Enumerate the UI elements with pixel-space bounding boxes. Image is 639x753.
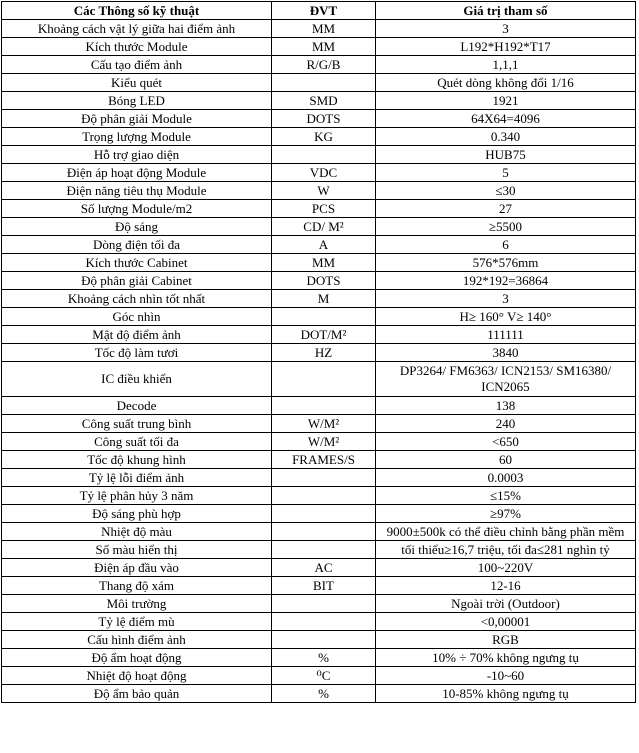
unit-cell: [272, 469, 376, 487]
unit-cell: [272, 523, 376, 541]
unit-cell: DOTS: [272, 272, 376, 290]
param-cell: Bóng LED: [2, 92, 272, 110]
param-cell: Mật độ điểm ảnh: [2, 326, 272, 344]
unit-cell: W/M²: [272, 415, 376, 433]
table-row: [2, 451, 636, 469]
value-cell: 138: [376, 397, 636, 415]
value-cell: -10~60: [376, 667, 636, 685]
value-cell: Ngoài trời (Outdoor): [376, 595, 636, 613]
param-cell: Dòng điện tối đa: [2, 236, 272, 254]
table-row: [2, 362, 636, 397]
unit-cell: FRAMES/S: [272, 451, 376, 469]
value-cell: 64X64=4096: [376, 110, 636, 128]
table-row: [2, 254, 636, 272]
unit-cell: PCS: [272, 200, 376, 218]
table-row: [2, 92, 636, 110]
param-cell: Số lượng Module/m2: [2, 200, 272, 218]
value-cell: ≥5500: [376, 218, 636, 236]
unit-cell: KG: [272, 128, 376, 146]
unit-cell: AC: [272, 559, 376, 577]
table-row: [2, 164, 636, 182]
param-cell: Nhiệt độ màu: [2, 523, 272, 541]
unit-cell: [272, 631, 376, 649]
param-cell: Kiểu quét: [2, 74, 272, 92]
table-row: [2, 667, 636, 685]
value-cell: 3840: [376, 344, 636, 362]
table-row: [2, 74, 636, 92]
table-row: [2, 146, 636, 164]
unit-cell: MM: [272, 20, 376, 38]
param-cell: Công suất trung bình: [2, 415, 272, 433]
value-cell: <0,00001: [376, 613, 636, 631]
param-cell: Kích thước Module: [2, 38, 272, 56]
value-cell: 10% ÷ 70% không ngưng tụ: [376, 649, 636, 667]
unit-cell: [272, 595, 376, 613]
unit-cell: [272, 362, 376, 397]
table-row: [2, 326, 636, 344]
table-row: [2, 541, 636, 559]
value-cell: 3: [376, 290, 636, 308]
value-cell: 10-85% không ngưng tụ: [376, 685, 636, 703]
value-cell: 3: [376, 20, 636, 38]
unit-cell: [272, 613, 376, 631]
table-row: [2, 218, 636, 236]
unit-cell: R/G/B: [272, 56, 376, 74]
table-row: [2, 469, 636, 487]
value-cell: 192*192=36864: [376, 272, 636, 290]
value-cell: L192*H192*T17: [376, 38, 636, 56]
param-cell: Độ ẩm hoạt động: [2, 649, 272, 667]
param-cell: Góc nhìn: [2, 308, 272, 326]
value-cell: ≤30: [376, 182, 636, 200]
param-cell: Nhiệt độ hoạt động: [2, 667, 272, 685]
param-cell: Điện áp hoạt động Module: [2, 164, 272, 182]
spec-table: [1, 1, 636, 703]
unit-cell: MM: [272, 254, 376, 272]
table-row: [2, 110, 636, 128]
unit-cell: [272, 541, 376, 559]
unit-cell: DOTS: [272, 110, 376, 128]
param-cell: Độ sáng phù hợp: [2, 505, 272, 523]
unit-cell: CD/ M²: [272, 218, 376, 236]
value-cell: HUB75: [376, 146, 636, 164]
value-cell: 5: [376, 164, 636, 182]
value-cell: 60: [376, 451, 636, 469]
unit-cell: [272, 487, 376, 505]
unit-cell: %: [272, 649, 376, 667]
unit-cell: [272, 308, 376, 326]
table-row: [2, 577, 636, 595]
table-row: [2, 128, 636, 146]
table-row: [2, 38, 636, 56]
unit-cell: [272, 74, 376, 92]
table-row: [2, 415, 636, 433]
param-cell: Tốc độ khung hình: [2, 451, 272, 469]
value-cell: Quét dòng không đổi 1/16: [376, 74, 636, 92]
param-cell: Độ sáng: [2, 218, 272, 236]
param-cell: Thang độ xám: [2, 577, 272, 595]
table-row: [2, 56, 636, 74]
value-cell: 100~220V: [376, 559, 636, 577]
value-cell: RGB: [376, 631, 636, 649]
value-cell: ≥97%: [376, 505, 636, 523]
value-cell: H≥ 160° V≥ 140°: [376, 308, 636, 326]
value-cell: 111111: [376, 326, 636, 344]
table-row: [2, 272, 636, 290]
table-row: [2, 649, 636, 667]
param-cell: Khoảng cách vật lý giữa hai điểm ảnh: [2, 20, 272, 38]
unit-cell: M: [272, 290, 376, 308]
table-row: [2, 236, 636, 254]
table-row: [2, 613, 636, 631]
param-cell: Môi trường: [2, 595, 272, 613]
table-row: [2, 631, 636, 649]
unit-cell: DOT/M²: [272, 326, 376, 344]
unit-cell: A: [272, 236, 376, 254]
param-cell: Điện áp đầu vào: [2, 559, 272, 577]
value-cell: 9000±500k có thể điều chỉnh bằng phần mềm: [376, 523, 636, 541]
unit-cell: [272, 397, 376, 415]
table-row: [2, 487, 636, 505]
param-cell: Tốc độ làm tươi: [2, 344, 272, 362]
param-cell: IC điều khiển: [2, 362, 272, 397]
param-cell: Cấu tạo điểm ảnh: [2, 56, 272, 74]
unit-cell: %: [272, 685, 376, 703]
param-cell: Tỷ lệ lỗi điểm ảnh: [2, 469, 272, 487]
table-row: [2, 344, 636, 362]
param-cell: Độ phân giải Module: [2, 110, 272, 128]
header-value: Giá trị tham số: [376, 2, 636, 20]
table-row: [2, 595, 636, 613]
value-cell: DP3264/ FM6363/ ICN2153/ SM16380/ ICN2065: [376, 362, 636, 397]
unit-cell: MM: [272, 38, 376, 56]
value-cell: tối thiểu≥16,7 triệu, tối đa≤281 nghìn tỷ: [376, 541, 636, 559]
param-cell: Điện năng tiêu thụ Module: [2, 182, 272, 200]
unit-cell: [272, 146, 376, 164]
unit-cell: VDC: [272, 164, 376, 182]
param-cell: Độ phân giải Cabinet: [2, 272, 272, 290]
value-cell: 0.0003: [376, 469, 636, 487]
param-cell: Công suất tối đa: [2, 433, 272, 451]
unit-cell: HZ: [272, 344, 376, 362]
value-cell: 6: [376, 236, 636, 254]
param-cell: Cấu hình điểm ảnh: [2, 631, 272, 649]
header-row: [2, 2, 636, 20]
header-param: Các Thông số kỹ thuật: [2, 2, 272, 20]
param-cell: Trọng lượng Module: [2, 128, 272, 146]
value-cell: 12-16: [376, 577, 636, 595]
param-cell: Tỷ lệ phân hủy 3 năm: [2, 487, 272, 505]
value-cell: <650: [376, 433, 636, 451]
unit-cell: BIT: [272, 577, 376, 595]
table-row: [2, 505, 636, 523]
table-row: [2, 397, 636, 415]
table-row: [2, 308, 636, 326]
unit-cell: W: [272, 182, 376, 200]
value-cell: 576*576mm: [376, 254, 636, 272]
param-cell: Khoảng cách nhìn tốt nhất: [2, 290, 272, 308]
param-cell: Hỗ trợ giao diện: [2, 146, 272, 164]
value-cell: 0.340: [376, 128, 636, 146]
param-cell: Kích thước Cabinet: [2, 254, 272, 272]
unit-cell: [272, 505, 376, 523]
value-cell: 1921: [376, 92, 636, 110]
unit-cell: ⁰C: [272, 667, 376, 685]
table-row: [2, 200, 636, 218]
table-row: [2, 523, 636, 541]
table-row: [2, 182, 636, 200]
table-header: [2, 2, 636, 20]
unit-cell: SMD: [272, 92, 376, 110]
value-cell: 1,1,1: [376, 56, 636, 74]
table-row: [2, 290, 636, 308]
value-cell: 27: [376, 200, 636, 218]
header-unit: ĐVT: [272, 2, 376, 20]
param-cell: Độ ẩm bảo quản: [2, 685, 272, 703]
param-cell: Số màu hiển thị: [2, 541, 272, 559]
value-cell: 240: [376, 415, 636, 433]
value-cell: ≤15%: [376, 487, 636, 505]
param-cell: Tỷ lệ điểm mù: [2, 613, 272, 631]
table-row: [2, 433, 636, 451]
param-cell: Decode: [2, 397, 272, 415]
table-row: [2, 559, 636, 577]
table-row: [2, 20, 636, 38]
unit-cell: W/M²: [272, 433, 376, 451]
table-body: [2, 20, 636, 703]
table-row: [2, 685, 636, 703]
